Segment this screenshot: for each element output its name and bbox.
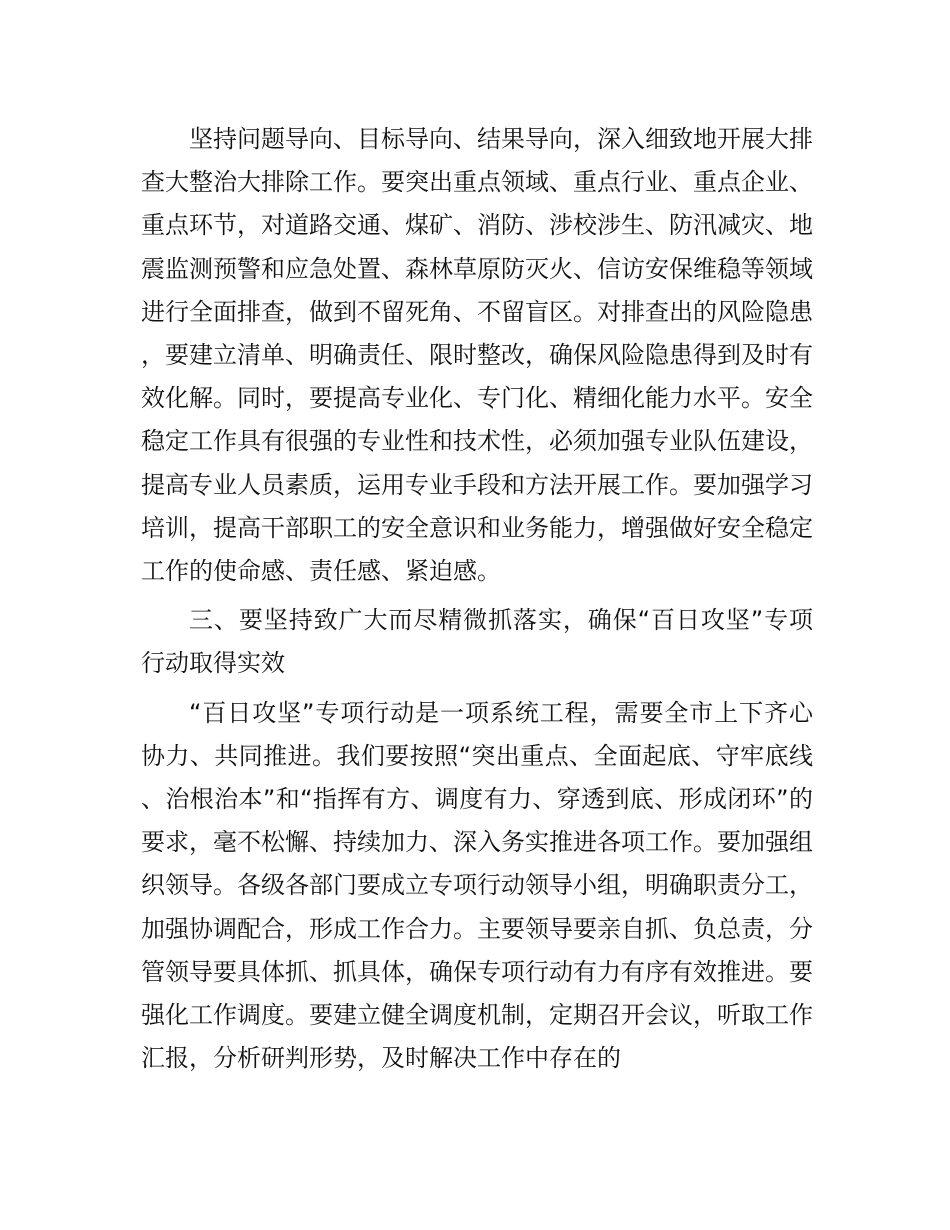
- document-page: [141, 118, 813, 1080]
- body-paragraph: 坚持问题导向、目标导向、结果导向，深入细致地开展大排查大整治大排除工作。要突出重点领域、重点行业、重点企业、重点环节，对道路交通、煤矿、消防、涉校涉生、防汛减灾、地震监测预警和应急处置、森林草原防灭火、信访安保维稳等领域进行全面排查，做到不留死角、不留盲区。对排查出的风险隐患，要建立清单、明确责任、限时整改，确保风险隐患得到及时有效化解。同时，要提高专业化、专门化、精细化能力水平。安全稳定工作具有很强的专业性和技术性，必须加强专业队伍建设，提高专业人员素质，运用专业手段和方法开展工作。要加强学习培训，提高干部职工的安全意识和业务能力，增强做好安全稳定工作的使命感、责任感、紧迫感。: [141, 125, 813, 586]
- section-heading: 三、要坚持致广大而尽精微抓落实，确保“百日攻坚”专项行动取得实效: [141, 606, 813, 678]
- body-paragraph: “百日攻坚”专项行动是一项系统工程，需要全市上下齐心协力、共同推进。我们要按照“突出重点、全面起底、守牢底线、治根治本”和“指挥有方、调度有力、穿透到底、形成闭环”的要求，毫不松懈、持续加力、深入务实推进各项工作。要加强组织领导。各级各部门要成立专项行动领导小组，明确职责分工，加强协调配合，形成工作合力。主要领导要亲自抓、负总责，分管领导要具体抓、抓具体，确保专项行动有力有序有效推进。要强化工作调度。要建立健全调度机制，定期召开会议，听取工作汇报，分析研判形势，及时解决工作中存在的: [141, 698, 813, 1073]
